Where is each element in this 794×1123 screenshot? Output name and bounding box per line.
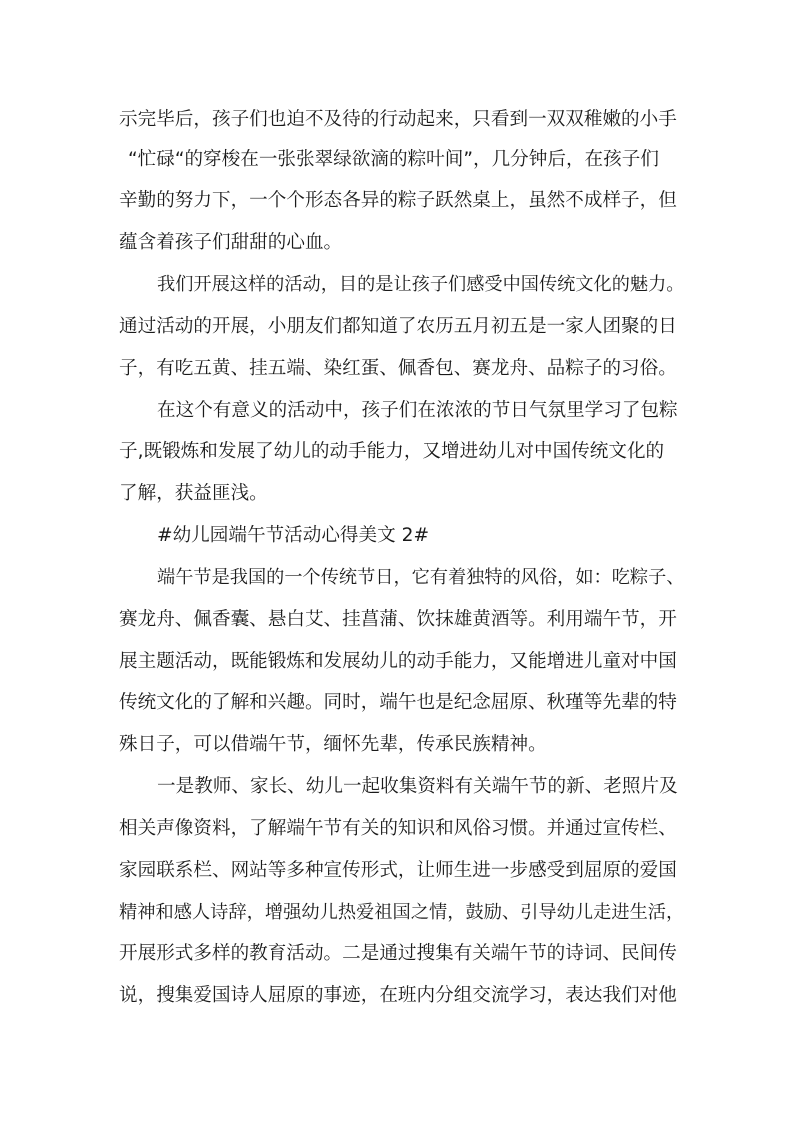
text-line: 在这个有意义的活动中，孩子们在浓浓的节日气氛里学习了包粽 — [157, 400, 678, 421]
text-line: 子，有吃五黄、挂五端、染红蛋、佩香包、赛龙舟、品粽子的习俗。 — [119, 358, 677, 379]
text-line: 了解，获益匪浅。 — [119, 483, 268, 504]
text-line: 示完毕后，孩子们也迫不及待的行动起来，只看到一双双稚嫩的小手 — [119, 109, 677, 130]
text-line: 精神和感人诗辞，增强幼儿热爱祖国之情，鼓励、引导幼儿走进生活， — [119, 902, 685, 923]
text-line: 一是教师、家长、幼儿一起收集资料有关端午节的新、老照片及 — [157, 776, 678, 797]
text-line: 通过活动的开展，小朋友们都知道了农历五月初五是一家人团聚的日 — [119, 316, 677, 337]
text-line: 说，搜集爱国诗人屈原的事迹，在班内分组交流学习，表达我们对他 — [119, 985, 677, 1006]
text-line: 赛龙舟、佩香囊、悬白艾、挂菖蒲、饮抹雄黄酒等。利用端午节，开 — [119, 609, 677, 630]
text-line: 展主题活动，既能锻炼和发展幼儿的动手能力，又能增进儿童对中国 — [119, 651, 677, 672]
section-heading: #幼儿园端午节活动心得美文 2# — [157, 525, 430, 546]
text-line: 辛勤的努力下，一个个形态各异的粽子跃然桌上，虽然不成样子，但 — [119, 190, 677, 211]
text-line: 相关声像资料，了解端午节有关的知识和风俗习惯。并通过宣传栏、 — [119, 818, 677, 839]
text-line: 殊日子，可以借端午节，缅怀先辈，传承民族精神。 — [119, 734, 547, 755]
text-line: 家园联系栏、网站等多种宣传形式，让师生进一步感受到屈原的爱国 — [119, 860, 677, 881]
text-line: 蕴含着孩子们甜甜的心血。 — [119, 232, 343, 253]
text-line: 我们开展这样的活动，目的是让孩子们感受中国传统文化的魅力。 — [157, 274, 685, 295]
text-line: “忙碌“的穿梭在一张张翠绿欲滴的粽叶间”，几分钟后，在孩子们 — [128, 149, 659, 170]
text-line: 传统文化的了解和兴趣。同时，端午也是纪念屈原、秋瑾等先辈的特 — [119, 692, 677, 713]
text-line: 端午节是我国的一个传统节日，它有着独特的风俗，如：吃粽子、 — [157, 567, 685, 588]
text-line: 子,既锻炼和发展了幼儿的动手能力，又增进幼儿对中国传统文化的 — [119, 441, 665, 462]
text-line: 开展形式多样的教育活动。二是通过搜集有关端午节的诗词、民间传 — [119, 943, 677, 964]
